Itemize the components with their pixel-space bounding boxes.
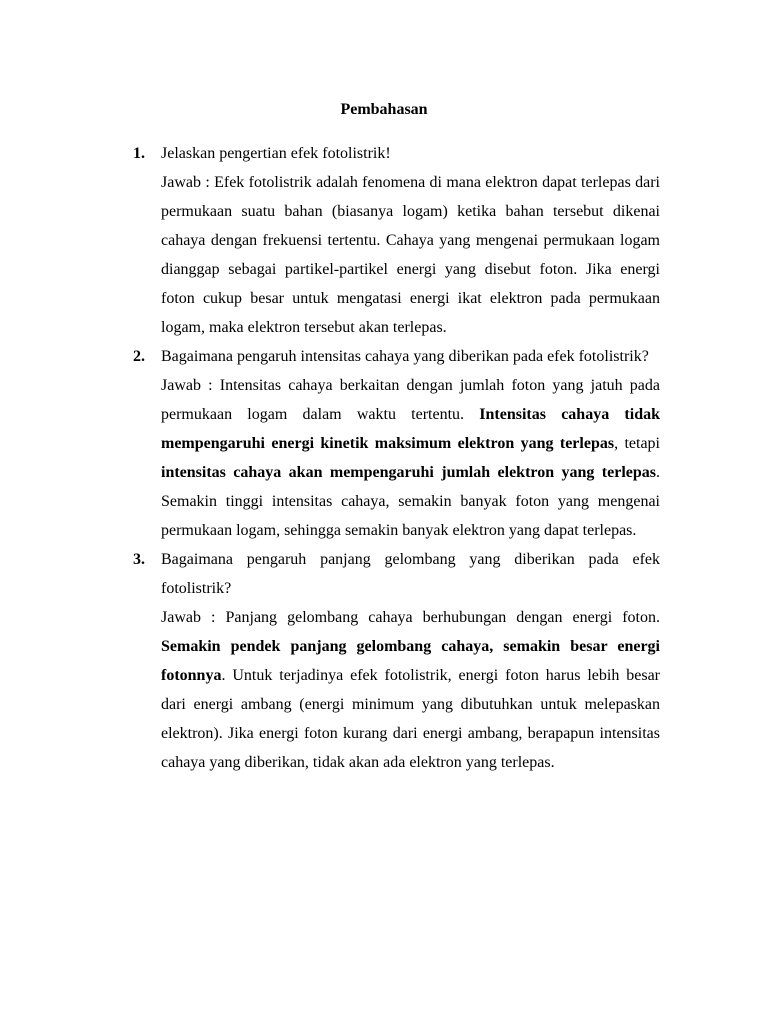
answer-segment: , tetapi	[614, 435, 660, 452]
question-text: Jelaskan pengertian efek fotolistrik!	[161, 145, 391, 162]
answer-segment: . Untuk terjadinya efek fotolistrik, energi foton harus lebih besar dari energi ambang (energi minimum yang dibutuhkan untuk melepaskan elektron). Jika energi foton kurang dari energi ambang, berapapun intensitas cahaya yang diberikan, tidak akan ada elektron yang terlepas.	[161, 667, 660, 771]
question-list	[133, 139, 661, 777]
answer-text	[161, 603, 660, 777]
answer-text	[161, 168, 660, 342]
page-title: Pembahasan	[340, 101, 428, 118]
answer-segment: Jawab : Efek fotolistrik adalah fenomena di mana elektron dapat terlepas dari permukaan suatu bahan (biasanya logam) ketika bahan tersebut dikenai cahaya dengan frekuensi tertentu. Cahaya yang mengenai permukaan logam dianggap sebagai partikel-partikel energi yang disebut foton. Jika energi foton cukup besar untuk mengatasi energi ikat elektron pada permukaan logam, maka elektron tersebut akan terlepas.	[161, 174, 660, 336]
question-text: Bagaimana pengaruh panjang gelombang yang diberikan pada efek fotolistrik?	[161, 551, 660, 597]
answer-segment: Jawab : Panjang gelombang cahaya berhubungan dengan energi foton.	[161, 609, 660, 626]
answer-segment: . Semakin tinggi intensitas cahaya, semakin banyak foton yang mengenai permukaan logam, sehingga semakin banyak elektron yang dapat terlepas.	[161, 464, 660, 539]
question-text: Bagaimana pengaruh intensitas cahaya yang diberikan pada efek fotolistrik?	[161, 348, 649, 365]
item-number: 2.	[133, 348, 145, 365]
list-item	[133, 342, 661, 545]
list-item	[133, 545, 660, 777]
answer-emphasis: Semakin pendek panjang gelombang cahaya, semakin besar energi fotonnya	[161, 638, 660, 684]
list-item	[133, 139, 660, 342]
answer-text	[161, 371, 660, 545]
answer-emphasis: intensitas cahaya akan mempengaruhi jumlah elektron yang terlepas	[161, 464, 656, 481]
answer-emphasis: Intensitas cahaya tidak mempengaruhi energi kinetik maksimum elektron yang terlepas	[161, 406, 661, 452]
item-number: 1.	[133, 145, 145, 162]
answer-segment: Jawab : Intensitas cahaya berkaitan dengan jumlah foton yang jatuh pada permukaan logam dalam waktu tertentu.	[161, 377, 660, 423]
item-number: 3.	[133, 551, 145, 568]
